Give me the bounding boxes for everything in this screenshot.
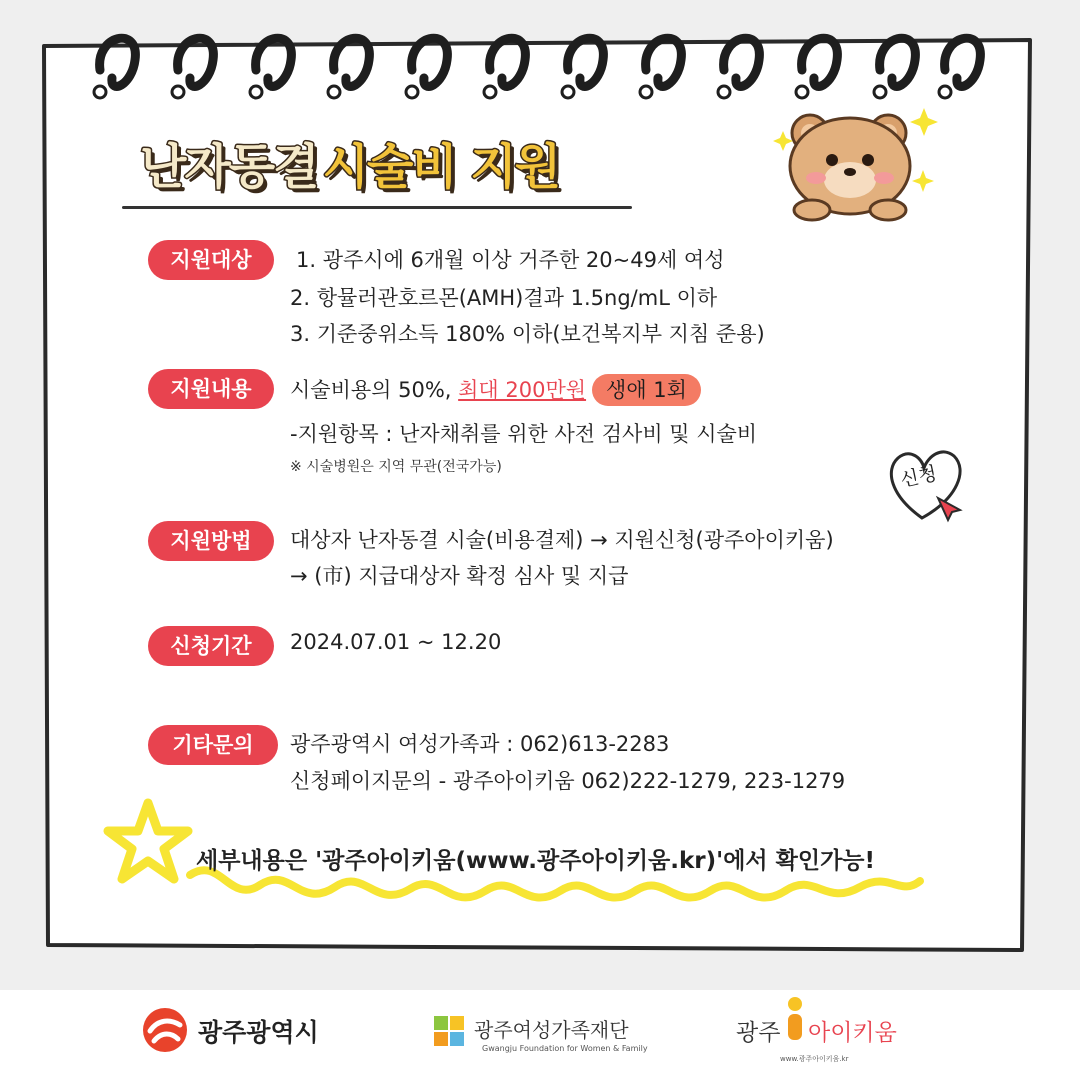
tag-content: 지원내용 [148, 369, 274, 409]
bear-mascot-icon [770, 98, 950, 223]
content-note: ※ 시술병원은 지역 무관(전국가능) [290, 459, 502, 475]
gwangju-city-logo-icon [140, 1005, 190, 1055]
content-line-1 [290, 374, 701, 406]
title-part1: 난자동결 [140, 139, 318, 195]
tag-inquiry: 기타문의 [148, 725, 278, 765]
target-line-3: 3. 기준중위소득 180% 이하(보건복지부 지침 준용) [290, 322, 765, 346]
target-line-1: 1. 광주시에 6개월 이상 거주한 20~49세 여성 [296, 248, 725, 272]
apply-badge-text: 신청 [898, 462, 939, 492]
logo-ikium-url: www.광주아이키움.kr [780, 1055, 849, 1063]
once-lifetime-badge: 생애 1회 [592, 374, 701, 406]
tag-method: 지원방법 [148, 521, 274, 561]
title-underline [122, 206, 632, 209]
method-line-2: → (市) 지급대상자 확정 심사 및 지급 [290, 564, 629, 588]
page-title [140, 128, 559, 197]
logo-gwangju-city: 광주광역시 [198, 1018, 319, 1047]
content-line-2: -지원항목 : 난자채취를 위한 사전 검사비 및 시술비 [290, 422, 758, 446]
logo-ikium-prefix: 광주 [736, 1020, 781, 1046]
logo-ikium [808, 1014, 897, 1047]
method-line-1: 대상자 난자동결 시술(비용결제) → 지원신청(광주아이키움) [290, 528, 834, 552]
foundation-logo-icon [430, 1012, 470, 1052]
target-line-2: 2. 항뮬러관호르몬(AMH)결과 1.5ng/mL 이하 [290, 286, 718, 310]
logo-ikium-main: 아이키움 [808, 1020, 897, 1046]
inquiry-line-1: 광주광역시 여성가족과 : 062)613-2283 [290, 732, 670, 756]
tag-period: 신청기간 [148, 626, 274, 666]
details-note: 세부내용은 '광주아이키움(www.광주아이키움.kr)'에서 확인가능! [196, 848, 876, 874]
tag-target: 지원대상 [148, 240, 274, 280]
inquiry-line-2: 신청페이지문의 - 광주아이키움 062)222-1279, 223-1279 [290, 769, 846, 793]
ikium-figure-icon [784, 996, 806, 1044]
title-part2: 시술비 지원 [322, 139, 560, 195]
period-line: 2024.07.01 ~ 12.20 [290, 630, 502, 654]
logo-foundation-sub: Gwangju Foundation for Women & Family [482, 1044, 648, 1053]
content-prefix: 시술비용의 50%, [290, 378, 459, 402]
logo-foundation: 광주여성가족재단 [474, 1018, 629, 1042]
max-amount: 최대 200만원 [458, 378, 587, 402]
